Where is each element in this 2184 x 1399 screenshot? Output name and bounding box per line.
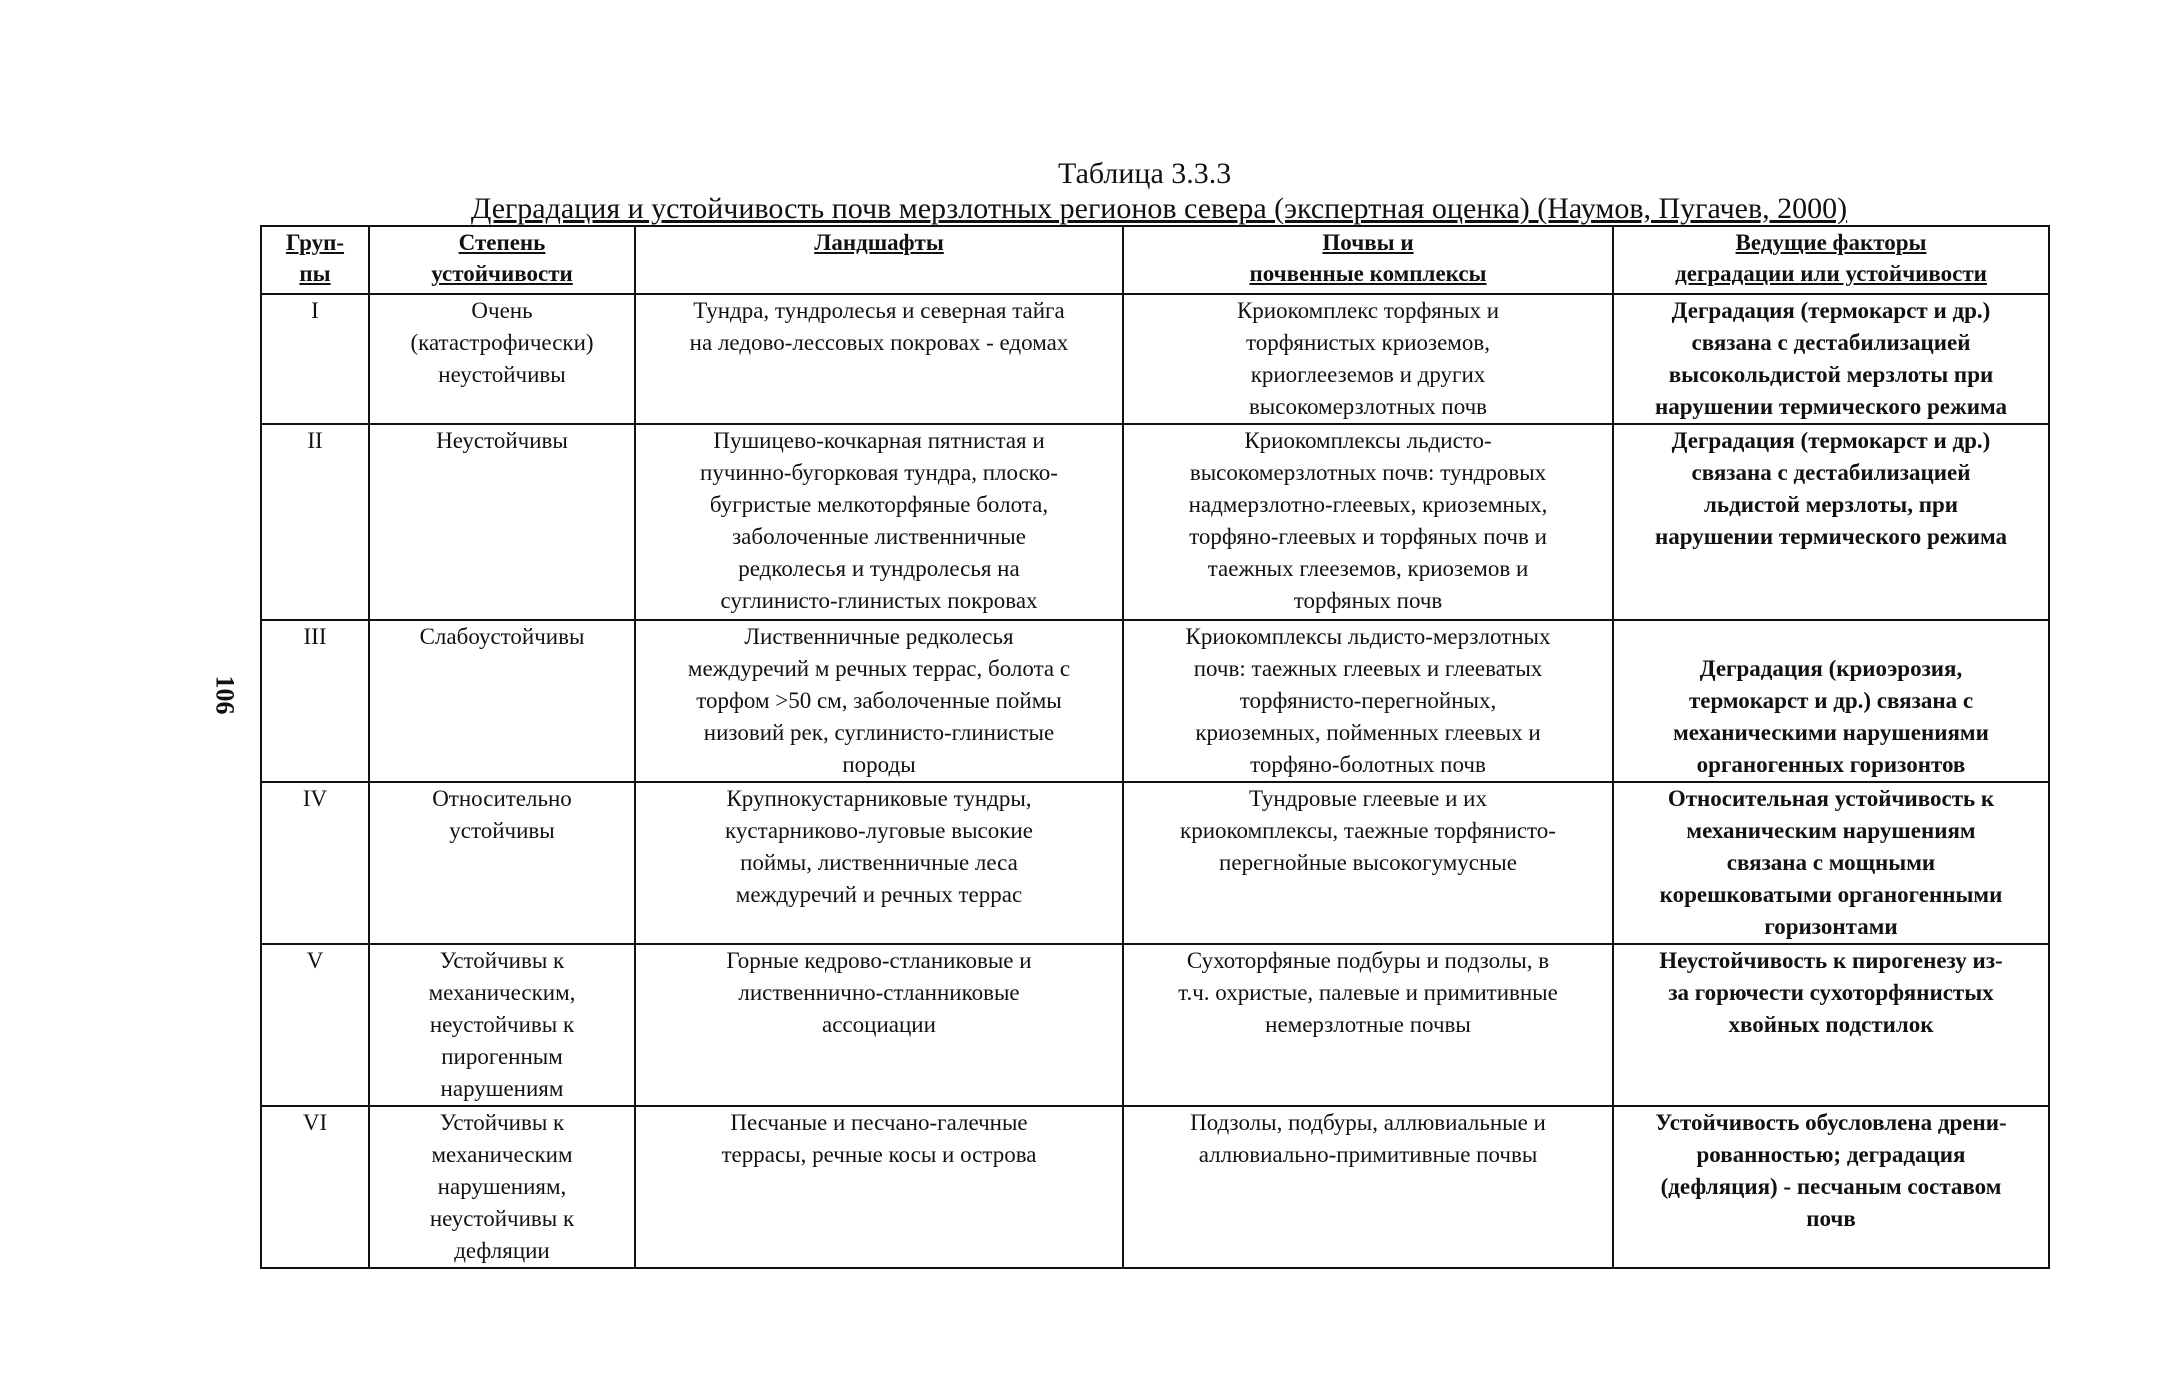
cell-landscapes [635, 424, 1123, 620]
group-value: II [307, 428, 323, 453]
cell-landscapes [635, 944, 1123, 1106]
cell-soils [1123, 294, 1613, 424]
cell-group [261, 944, 369, 1106]
factors-value: Относительная устойчивость к механическим нарушениям связана с мощными корешковатыми органогенными горизонтами [1659, 786, 2003, 939]
cell-factors [1613, 1106, 2049, 1268]
cell-soils [1123, 424, 1613, 620]
group-value: V [306, 948, 324, 973]
header-landscapes-label: Ландшафты [814, 230, 944, 255]
table-title: Деградация и устойчивость почв мерзлотных регионов севера (экспертная оценка) (Наумов, Пугачев, 2000) [470, 192, 1848, 225]
stability-value: Неустойчивы [436, 428, 568, 453]
cell-soils [1123, 782, 1613, 944]
cell-factors [1613, 782, 2049, 944]
cell-group [261, 782, 369, 944]
cell-landscapes [635, 1106, 1123, 1268]
cell-landscapes [635, 620, 1123, 782]
landscapes-value: Песчаные и песчано-галечные террасы, речные косы и острова [721, 1110, 1037, 1167]
cell-group [261, 620, 369, 782]
cell-stability [369, 944, 635, 1106]
factors-value: Деградация (термокарст и др.) связана с дестабилизацией льдистой мерзлоты, при нарушении термического режима [1655, 428, 2007, 549]
soils-value: Тундровые глеевые и их криокомплексы, таежные торфянисто- перегнойные высокогумусные [1180, 786, 1556, 875]
cell-factors [1613, 944, 2049, 1106]
stability-value: Относительно устойчивы [432, 786, 572, 843]
cell-landscapes [635, 782, 1123, 944]
cell-stability [369, 294, 635, 424]
factors-value: Деградация (термокарст и др.) связана с дестабилизацией высокольдистой мерзлоты при нарушении термического режима [1655, 298, 2007, 419]
group-value: III [303, 624, 327, 649]
cell-stability [369, 620, 635, 782]
cell-stability [369, 1106, 635, 1268]
header-factors [1613, 226, 2049, 294]
landscapes-value: Лиственничные редколесья междуречий м речных террас, болота с торфом >50 см, заболоченные поймы низовий рек, суглинисто-глинистые породы [687, 624, 1071, 777]
stability-value: Устойчивы к механическим, неустойчивы к пирогенным нарушениям [428, 948, 576, 1101]
soils-value: Криокомплексы льдисто- высокомерзлотных почв: тундровых надмерзлотно-глеевых, криоземных, торфяно-глеевых и торфяных почв и таежных глееземов, криоземов и торфяных почв [1188, 428, 1548, 613]
table-row [261, 620, 2049, 782]
landscapes-value: Пушицево-кочкарная пятнистая и пучинно-бугорковая тундра, плоско- бугристые мелкоторфяные болота, заболоченные лиственничные редколесья и тундролесья на суглинисто-глинистых покровах [700, 428, 1058, 613]
stability-value: Устойчивы к механическим нарушениям, неустойчивы к дефляции [429, 1110, 575, 1263]
header-group [261, 226, 369, 294]
page-number: 106 [210, 675, 240, 715]
cell-stability [369, 782, 635, 944]
group-value: IV [302, 786, 328, 811]
stability-value: Слабоустойчивы [419, 624, 585, 649]
factors-value: Деградация (криоэрозия, термокарст и др.) связана с механическими нарушениями органогенных горизонтов [1673, 656, 1989, 777]
cell-soils [1123, 944, 1613, 1106]
cell-group [261, 1106, 369, 1268]
table-row [261, 944, 2049, 1106]
header-stability [369, 226, 635, 294]
header-soils [1123, 226, 1613, 294]
table-row [261, 424, 2049, 620]
header-stability-label: Степень устойчивости [431, 230, 573, 286]
cell-soils [1123, 1106, 1613, 1268]
header-landscapes [635, 226, 1123, 294]
landscapes-value: Крупнокустарниковые тундры, кустарниково-луговые высокие поймы, лиственничные леса междуречий и речных террас [725, 786, 1033, 907]
soils-value: Криокомплекс торфяных и торфянистых криоземов, криоглееземов и других высокомерзлотных почв [1236, 298, 1500, 419]
cell-factors [1613, 424, 2049, 620]
landscapes-value: Тундра, тундролесья и северная тайга на ледово-лессовых покровах - едомах [689, 298, 1069, 355]
cell-group [261, 294, 369, 424]
factors-value: Неустойчивость к пирогенезу из- за горючести сухоторфянистых хвойных подстилок [1659, 948, 2003, 1037]
table-row [261, 294, 2049, 424]
table-header-row [261, 226, 2049, 294]
header-group-label: Груп- пы [285, 230, 345, 286]
soils-value: Подзолы, подбуры, аллювиальные и аллювиально-примитивные почвы [1190, 1110, 1546, 1167]
cell-soils [1123, 620, 1613, 782]
table-row [261, 782, 2049, 944]
stability-value: Очень (катастрофически) неустойчивы [410, 298, 594, 387]
soils-value: Криокомплексы льдисто-мерзлотных почв: таежных глеевых и глееватых торфянисто-перегнойных, криоземных, пойменных глеевых и торфяно-болотных почв [1185, 624, 1551, 777]
cell-factors [1613, 620, 2049, 782]
table-title-wrapper [0, 192, 2184, 226]
header-factors-label: Ведущие факторы деградации или устойчивости [1675, 230, 1987, 286]
landscapes-value: Горные кедрово-стланиковые и лиственнично-стланниковые ассоциации [726, 948, 1032, 1037]
cell-landscapes [635, 294, 1123, 424]
header-soils-label: Почвы и почвенные комплексы [1249, 230, 1487, 286]
cell-group [261, 424, 369, 620]
cell-stability [369, 424, 635, 620]
cell-factors [1613, 294, 2049, 424]
soil-degradation-table [260, 225, 2050, 1269]
group-value: I [311, 298, 319, 323]
group-value: VI [302, 1110, 328, 1135]
table-caption: Таблица 3.3.3 [1058, 157, 1232, 190]
soils-value: Сухоторфяные подбуры и подзолы, в т.ч. охристые, палевые и примитивные немерзлотные почвы [1178, 948, 1558, 1037]
table-row [261, 1106, 2049, 1268]
factors-value: Устойчивость обусловлена дрени- рованностью; деградация (дефляция) - песчаным составом почв [1655, 1110, 2007, 1231]
